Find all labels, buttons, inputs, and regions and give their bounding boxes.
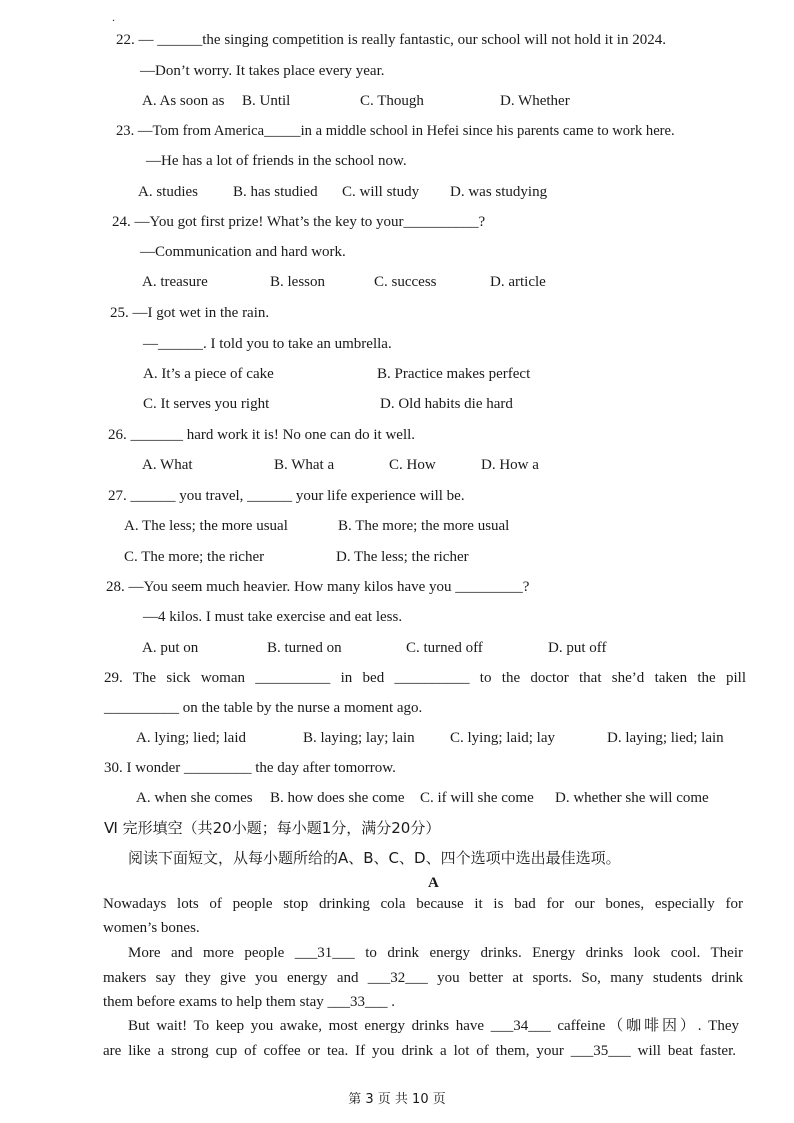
q26-option-b[interactable]: B. What a [274, 457, 335, 473]
q22-option-a[interactable]: A. As soon as [142, 93, 225, 109]
q24-option-a[interactable]: A. treasure [142, 274, 208, 290]
q30-stem: 30. I wonder _________ the day after tomorrow. [104, 760, 396, 776]
passage-line-4: makers say they give you energy and ___32___ you better at sports. So, many students drink [103, 970, 743, 986]
stray-mark: . [112, 10, 115, 24]
q27-option-a[interactable]: A. The less; the more usual [124, 518, 288, 534]
q23-reply: —He has a lot of friends in the school now. [146, 153, 407, 169]
q24-option-b[interactable]: B. lesson [270, 274, 326, 290]
q29-option-b[interactable]: B. laying; lay; lain [303, 730, 415, 746]
q25-option-b[interactable]: B. Practice makes perfect [377, 366, 531, 382]
q30-option-a[interactable]: A. when she comes [136, 790, 253, 806]
q23-stem: 23. —Tom from America_____in a middle school in Hefei since his parents came to work here. [116, 123, 675, 139]
q28-option-d[interactable]: D. put off [548, 640, 607, 656]
q25-reply: —______. I told you to take an umbrella. [143, 336, 392, 352]
q24-option-d[interactable]: D. article [490, 274, 546, 290]
passage-line-7: are like a strong cup of coffee or tea. If you drink a lot of them, your ___35___ will beat faster. [103, 1043, 736, 1059]
q24-stem: 24. —You got first prize! What’s the key to your__________? [112, 214, 486, 230]
passage-line-6: But wait! To keep you awake, most energy drinks have ___34___ caffeine（咖啡因）. They [128, 1018, 739, 1034]
q30-option-b[interactable]: B. how does she come [270, 790, 405, 806]
q25-option-a[interactable]: A. It’s a piece of cake [143, 366, 274, 382]
q25-option-d[interactable]: D. Old habits die hard [380, 396, 513, 412]
q28-option-b[interactable]: B. turned on [267, 640, 342, 656]
q29-option-c[interactable]: C. lying; laid; lay [450, 730, 555, 746]
q29-option-d[interactable]: D. laying; lied; lain [607, 730, 724, 746]
q28-option-a[interactable]: A. put on [142, 640, 199, 656]
passage-line-1: Nowadays lots of people stop drinking cola because it is bad for our bones, especially for [103, 896, 743, 912]
q23-option-a[interactable]: A. studies [138, 184, 198, 200]
q25-stem: 25. —I got wet in the rain. [110, 305, 270, 321]
q26-option-a[interactable]: A. What [142, 457, 193, 473]
q29-option-a[interactable]: A. lying; lied; laid [136, 730, 246, 746]
q24-option-c[interactable]: C. success [374, 274, 437, 290]
q28-reply: —4 kilos. I must take exercise and eat less. [143, 609, 403, 625]
q30-option-d[interactable]: D. whether she will come [555, 790, 709, 806]
section-title: Ⅵ 完形填空（共20小题；每小题1分，满分20分） [104, 819, 441, 837]
section-instruction: 阅读下面短文，从每小题所给的A、B、C、D、四个选项中选出最佳选项。 [128, 849, 621, 867]
q22-stem: 22. — ______the singing competition is really fantastic, our school will not hold it in 2024. [116, 32, 666, 48]
passage-line-5: them before exams to help them stay ___33___ . [103, 994, 396, 1010]
q23-option-d[interactable]: D. was studying [450, 184, 548, 200]
passage-line-3: More and more people ___31___ to drink energy drinks. Energy drinks look cool. Their [128, 945, 743, 961]
q23-option-b[interactable]: B. has studied [233, 184, 318, 200]
q22-option-b[interactable]: B. Until [242, 93, 291, 109]
passage-line-2: women’s bones. [103, 920, 200, 936]
q27-stem: 27. ______ you travel, ______ your life experience will be. [108, 488, 465, 504]
q22-option-c[interactable]: C. Though [360, 93, 424, 109]
q29-stem-line2: __________ on the table by the nurse a moment ago. [104, 700, 423, 716]
q23-option-c[interactable]: C. will study [342, 184, 420, 200]
q30-option-c[interactable]: C. if will she come [420, 790, 534, 806]
q27-option-b[interactable]: B. The more; the more usual [338, 518, 510, 534]
q22-option-d[interactable]: D. Whether [500, 93, 570, 109]
passage-label: A [428, 875, 439, 891]
q26-option-d[interactable]: D. How a [481, 457, 539, 473]
q28-option-c[interactable]: C. turned off [406, 640, 483, 656]
q27-option-c[interactable]: C. The more; the richer [124, 549, 265, 565]
q24-reply: —Communication and hard work. [140, 244, 346, 260]
page-footer: 第 3 页 共 10 页 [348, 1092, 446, 1107]
q28-stem: 28. —You seem much heavier. How many kilos have you _________? [106, 579, 530, 595]
q22-reply: —Don’t worry. It takes place every year. [140, 63, 385, 79]
q25-option-c[interactable]: C. It serves you right [143, 396, 270, 412]
q26-stem: 26. _______ hard work it is! No one can do it well. [108, 427, 416, 443]
q29-stem-line1: 29. The sick woman __________ in bed __________ to the doctor that she’d taken the pill [104, 670, 746, 686]
q26-option-c[interactable]: C. How [389, 457, 436, 473]
q27-option-d[interactable]: D. The less; the richer [336, 549, 469, 565]
